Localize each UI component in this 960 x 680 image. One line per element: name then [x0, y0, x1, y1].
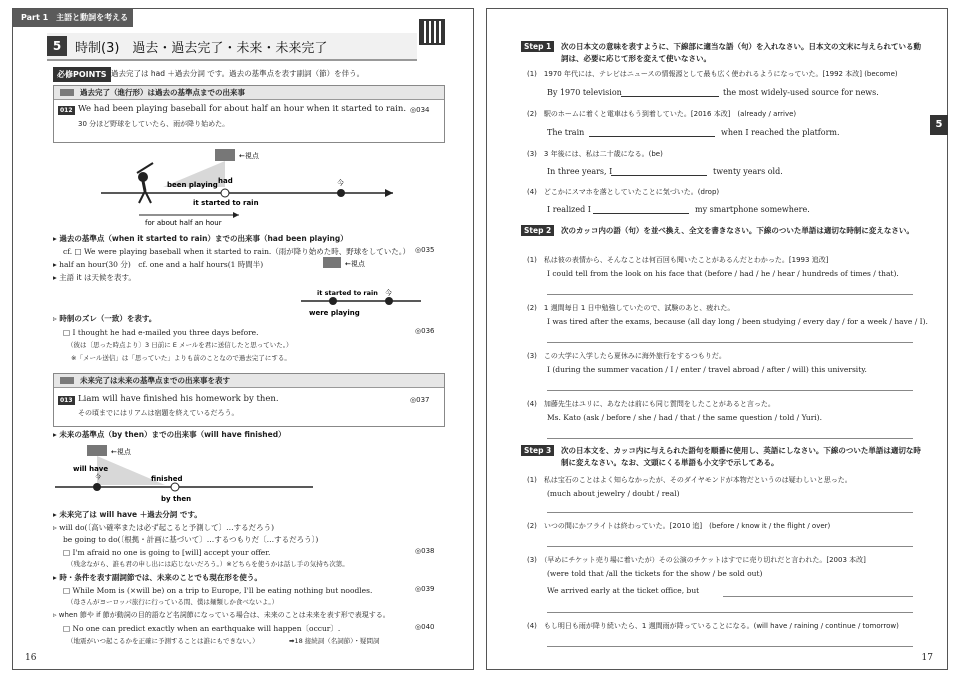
- audio-icon[interactable]: ◎038: [415, 547, 435, 555]
- audio-icon[interactable]: ◎039: [415, 585, 435, 593]
- step2-q1-english: I could tell from the look on his face that (before / had / he / hear / hundreds of times / that).: [547, 269, 899, 278]
- zure-title: ▹ 時制のズレ（一致）を表す。: [53, 314, 157, 323]
- example-earthquake-note: （地震がいつ起こるかを正確に予測することは誰にもできない。）: [67, 637, 259, 645]
- svg-text:will have: will have: [73, 465, 109, 473]
- step-2-label: Step 2: [521, 225, 554, 236]
- bullet-cf: cf. □ We were playing baseball when it started to rain.（雨が降り始めた時、野球をしていた。）: [63, 247, 411, 256]
- bullet-time-clause: ▸ 時・条件を表す副詞節では、未来のことでも現在形を使う。: [53, 573, 262, 582]
- example-number: 013: [60, 397, 73, 404]
- example-going-to-note: （残念ながら、誰も君の申し出には応じないだろう。）※どちらを使うかは話し手の気持ち次第。: [67, 560, 349, 568]
- step2-q3-english: I (during the summer vacation / I / enter / travel abroad / after / will) this university.: [547, 365, 867, 374]
- svg-text:←視点: ←視点: [111, 448, 131, 456]
- example-sentence: We had been playing baseball for about half an hour when it started to rain.: [78, 104, 407, 114]
- viewpoint-screen-icon: [215, 149, 235, 161]
- example-earthquake: □ No one can predict exactly when an earthquake will happen〔occur〕.: [63, 624, 341, 633]
- example-sentence: Liam will have finished his homework by then.: [78, 394, 279, 404]
- step2-q3-answer-line[interactable]: [547, 389, 913, 391]
- step1-q2-blank[interactable]: [589, 127, 715, 137]
- step1-q1-post: the most widely-used source for news.: [723, 88, 879, 97]
- part-label: Part 1 主語と動詞を考える: [13, 9, 133, 27]
- points-label: 必修POINTS: [53, 67, 111, 82]
- example-box-2: [53, 373, 445, 427]
- bullet-half-hour: ▸ half an hour(30 分) cf. one and a half hours(1 時間半): [53, 260, 264, 269]
- step1-q2-post: when I reached the platform.: [721, 128, 840, 137]
- example-translation: 30 分ほど野球をしていたら、雨が降り始めた。: [78, 120, 230, 128]
- svg-text:were playing: were playing: [309, 309, 360, 317]
- audio-icon[interactable]: ◎037: [410, 396, 430, 404]
- svg-text:←視点: ←視点: [345, 260, 365, 268]
- step3-q2-japanese: (2) いつの間にかフライトは終わっていた。[2010 追] (before / know it / the flight / over): [527, 522, 831, 530]
- step1-q3-blank[interactable]: [611, 166, 707, 176]
- step1-q3-post: twenty years old.: [713, 167, 783, 176]
- step1-q1-blank[interactable]: [621, 87, 719, 97]
- lesson-number: 5: [47, 36, 67, 56]
- page-number-right: 17: [921, 653, 933, 663]
- step1-q4-pre: I realized I: [547, 205, 591, 214]
- bullet-will-do: ▹ will do(〔高い確率または必ず起こると予測して〕…するだろう): [53, 523, 275, 532]
- timeline-diagram-2: [293, 253, 423, 323]
- points-text: 過去完了は had ＋過去分詞 です。過去の基準点を表す副詞（節）を伴う。: [111, 69, 365, 78]
- svg-text:been playing: been playing: [167, 181, 218, 189]
- lesson-header: [47, 33, 417, 61]
- chapter-side-tab: 5: [930, 115, 948, 135]
- svg-text:it started to rain: it started to rain: [193, 199, 259, 207]
- zure-sentence: □ I thought he had e-mailed you three days before.: [63, 328, 259, 337]
- step1-q1-pre: By 1970 television: [547, 88, 622, 97]
- svg-text:今: 今: [385, 289, 392, 297]
- batter-icon: [138, 172, 148, 182]
- box-2-header: 未来完了は未来の基準点までの出来事を表す: [54, 374, 444, 388]
- step1-q1-japanese: (1) 1970 年代には、テレビはニュースの情報源として最も広く使われるようになっていた。[1992 本改] (become): [527, 70, 898, 78]
- svg-text:今: 今: [337, 179, 344, 187]
- now-point: [337, 189, 345, 197]
- svg-text:finished: finished: [151, 475, 183, 483]
- step-3-instruction: 次の日本文を、カッコ内に与えられた語句を順番に使用し、英語にしなさい。下線のついた単語は適切な時制に変えなさい。なお、文頭にくる単語も小文字で示してある。: [561, 446, 921, 467]
- page-number-left: 16: [25, 653, 37, 663]
- step2-q2-english: I was tired after the exams, because (all day long / been studying / every day / for a week / have / I).: [547, 317, 928, 326]
- step1-q2-japanese: (2) 駅のホームに着くと電車はもう到着していた。[2016 本改] (already / arrive): [527, 110, 797, 118]
- audio-icon[interactable]: ◎034: [410, 106, 430, 114]
- step3-q3-japanese: (3) （早めにチケット売り場に着いたが）その公演のチケットはすでに売り切れだと言われた。[2003 本改]: [527, 556, 866, 564]
- timeline-diagram-1: [93, 143, 393, 229]
- svg-text:←視点: ←視点: [239, 152, 259, 160]
- svg-text:had: had: [218, 177, 233, 185]
- step-1-label: Step 1: [521, 41, 554, 52]
- step1-q3-pre: In three years, I: [547, 167, 613, 176]
- step3-q3-answer-line-2[interactable]: [547, 611, 913, 613]
- svg-text:for about half an hour: for about half an hour: [145, 219, 222, 227]
- box-1-header: 過去完了（進行形）は過去の基準点までの出来事: [54, 86, 444, 100]
- qr-code-icon: [419, 19, 445, 45]
- step3-q4-japanese: (4) もし明日も雨が降り続いたら、1 週間雨が降っていることになる。(will have / raining / continue / tomorrow): [527, 622, 899, 630]
- step2-q4-japanese: (4) 加藤先生はユリに、あなたは前にも同じ質問をしたことがあると言った。: [527, 400, 775, 408]
- svg-text:by then: by then: [161, 495, 192, 503]
- step1-q2-pre: The train: [547, 128, 585, 137]
- step2-q2-answer-line[interactable]: [547, 341, 913, 343]
- step-3-label: Step 3: [521, 445, 554, 456]
- bullet-future-perfect: ▸ 未来完了は will have ＋過去分詞 です。: [53, 510, 202, 519]
- step2-q4-english: Ms. Kato (ask / before / she / had / that / the same question / told / Yuri).: [547, 413, 822, 422]
- step3-q2-answer-line[interactable]: [547, 545, 913, 547]
- example-translation: その頃までにはリアムは宿題を終えているだろう。: [78, 409, 239, 417]
- started-point: [221, 189, 229, 197]
- step-2-instruction: 次のカッコ内の語（句）を並べ換え、全文を書きなさい。下線のついた単語は適切な時制に変えなさい。: [561, 226, 914, 235]
- zure-note-1: （彼は〔思った時点より〕3 日前に E メールを君に送信したと思っていた。）: [67, 341, 293, 349]
- step1-q4-japanese: (4) どこかにスマホを落としていたことに気づいた。(drop): [527, 188, 720, 196]
- future-heading: ▸ 未来の基準点（by then）までの出来事（will have finished）: [53, 430, 286, 439]
- step2-q3-japanese: (3) この大学に入学したら夏休みに海外旅行をするつもりだ。: [527, 352, 726, 360]
- bullet-past-reference: ▸ 過去の基準点（when it started to rain）までの出来事（had been playing）: [53, 234, 348, 243]
- bullet-noun-clause: ▹ when 節や if 節が動詞の目的語など名詞節になっている場合は、未来のことは未来を表す形で表現する。: [53, 611, 390, 619]
- step2-q2-japanese: (2) 1 週間毎日 1 日中勉強していたので、試験のあと、疲れた。: [527, 304, 735, 312]
- example-number: 012: [60, 107, 73, 114]
- svg-text:今: 今: [95, 474, 102, 481]
- cross-reference-link[interactable]: ➡18 接続詞（名詞節）・疑問詞: [289, 637, 380, 645]
- audio-icon[interactable]: ◎035: [415, 246, 435, 254]
- step1-q3-japanese: (3) 3 年後には、私は二十歳になる。(be): [527, 150, 663, 158]
- timeline-diagram-3: [53, 441, 313, 507]
- zure-note-2: ※「メール送信」は「思っていた」よりも前のことなので過去完了にする。: [71, 354, 291, 362]
- step3-q3-answer-line-1[interactable]: [723, 595, 913, 597]
- step3-q1-japanese: (1) 私は宝石のことはよく知らなかったが、そのダイヤモンドが本物だというのは疑わしいと思った。: [527, 476, 852, 484]
- step3-q3-hint: (were told that /all the tickets for the show / be sold out): [547, 569, 763, 578]
- step2-q1-answer-line[interactable]: [547, 293, 913, 295]
- example-while-note: （母さんがヨーロッパ旅行に行っている間、僕は麺類しか食べないよ。）: [67, 598, 279, 606]
- step2-q1-japanese: (1) 私は彼の表情から、そんなことは何百回も聞いたことがあるんだとわかった。[1993 追改]: [527, 256, 829, 264]
- bullet-be-going-to: be going to do(〔根拠・計画に基づいて〕…するつもりだ〔…するだろう〕): [63, 535, 319, 544]
- step3-q1-hint: (much about jewelry / doubt / real): [547, 489, 680, 498]
- svg-text:it started to rain: it started to rain: [317, 289, 378, 297]
- step-1-instruction: 次の日本文の意味を表すように、下線部に適当な語（句）を入れなさい。日本文の文末に与えられている動詞は、必要に応じて形を変えて使いなさい。: [561, 42, 921, 63]
- bullet-it-weather: ▸ 主語 it は天候を表す。: [53, 273, 136, 282]
- step3-q1-answer-line[interactable]: [547, 511, 913, 513]
- left-page: [12, 8, 474, 670]
- lesson-title: 時制(3) 過去・過去完了・未来・未来完了: [75, 41, 328, 56]
- audio-icon[interactable]: ◎036: [415, 327, 435, 335]
- right-page: [486, 8, 948, 670]
- step3-q3-prefix: We arrived early at the ticket office, but: [547, 586, 700, 595]
- audio-icon[interactable]: ◎040: [415, 623, 435, 631]
- step2-q4-answer-line[interactable]: [547, 437, 913, 439]
- example-going-to: □ I'm afraid no one is going to [will] accept your offer.: [63, 548, 271, 557]
- example-while: □ While Mom is (×will be) on a trip to Europe, I'll be eating nothing but noodles.: [63, 586, 373, 595]
- step3-q4-answer-line[interactable]: [547, 645, 913, 647]
- example-box-1: [53, 85, 445, 143]
- step1-q4-post: my smartphone somewhere.: [695, 205, 810, 214]
- step1-q4-blank[interactable]: [593, 204, 689, 214]
